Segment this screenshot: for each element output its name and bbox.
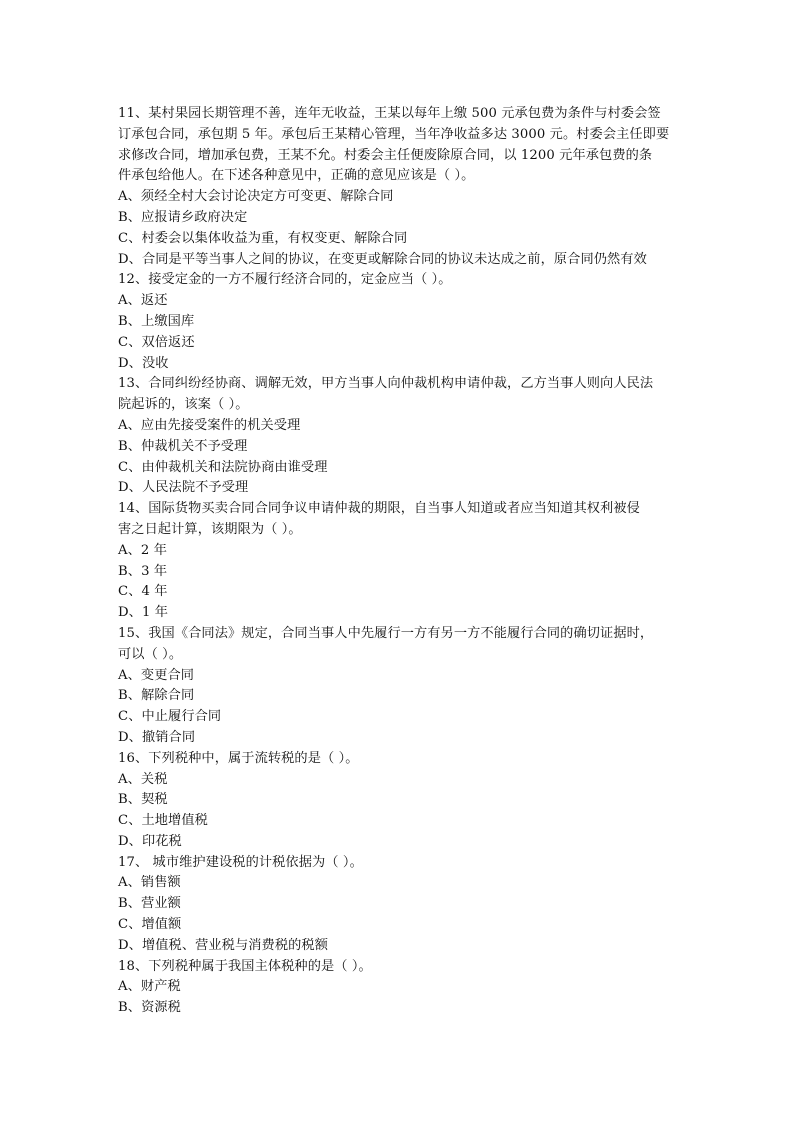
question-16-option-a: A、关税 — [118, 771, 168, 787]
question-15-option-b: B、解除合同 — [118, 688, 195, 704]
question-15 — [118, 624, 678, 749]
question-12-option-c: C、双倍返还 — [118, 334, 195, 350]
question-15-option-a: A、变更合同 — [118, 667, 195, 683]
question-15-option-d: D、撤销合同 — [118, 729, 196, 745]
question-14-option-c: C、4 年 — [118, 584, 168, 600]
question-16-option-d: D、印花税 — [118, 833, 182, 849]
question-14-option-d: D、1 年 — [118, 605, 169, 621]
question-13-option-a: A、应由先接受案件的机关受理 — [118, 417, 301, 433]
question-11-stem-line-1: 11、某村果园长期管理不善，连年无收益，王某以每年上缴 500 元承包费为条件与村委会签 — [118, 106, 661, 121]
question-11-option-c: C、村委会以集体收益为重，有权变更、解除合同 — [118, 230, 408, 246]
question-12-option-b: B、上缴国库 — [118, 313, 195, 329]
question-12-option-a: A、返还 — [118, 293, 168, 309]
question-17 — [118, 853, 678, 957]
question-12-option-d: D、没收 — [118, 355, 169, 371]
document-page — [118, 104, 678, 1019]
question-17-option-a: A、销售额 — [118, 875, 181, 891]
question-18-stem-line-1: 18、下列税种属于我国主体税种的是（ ）。 — [118, 958, 372, 974]
question-12 — [118, 270, 678, 374]
question-15-stem-line-2: 可以（ ）。 — [118, 646, 183, 662]
question-11-stem-line-4: 件承包给他人。在下述各种意见中，正确的意见应该是（ ）。 — [118, 168, 475, 184]
question-16-stem-line-1: 16、下列税种中，属于流转税的是（ ）。 — [118, 750, 359, 766]
question-13-stem-line-2: 院起诉的，该案（ ）。 — [118, 397, 249, 413]
question-13-option-c: C、由仲裁机关和法院协商由谁受理 — [118, 459, 328, 475]
question-18-option-b: B、资源税 — [118, 1000, 181, 1016]
question-13-option-d: D、人民法院不予受理 — [118, 480, 249, 496]
question-11 — [118, 104, 678, 270]
question-11-option-a: A、须经全村大会讨论决定方可变更、解除合同 — [118, 189, 394, 205]
question-14-option-b: B、3 年 — [118, 563, 168, 579]
question-11-stem-line-2: 订承包合同，承包期 5 年。承包后王某精心管理，当年净收益多达 3000 元。村委会主任即要 — [118, 126, 670, 142]
question-17-option-c: C、增值额 — [118, 917, 182, 933]
question-11-option-d: D、合同是平等当事人之间的协议，在变更或解除合同的协议未达成之前，原合同仍然有效 — [118, 251, 647, 267]
question-11-option-b: B、应报请乡政府决定 — [118, 209, 248, 225]
question-14 — [118, 499, 678, 624]
question-13-option-b: B、仲裁机关不予受理 — [118, 438, 248, 454]
question-12-stem-line-1: 12、接受定金的一方不履行经济合同的，定金应当（ ）。 — [118, 272, 452, 288]
question-17-option-b: B、营业额 — [118, 896, 181, 912]
question-15-option-c: C、中止履行合同 — [118, 709, 222, 725]
question-18 — [118, 957, 678, 1019]
question-15-stem-line-1: 15、我国《合同法》规定，合同当事人中先履行一方有另一方不能履行合同的确切证据时， — [118, 625, 654, 641]
question-18-option-a: A、财产税 — [118, 979, 181, 995]
question-11-stem-line-3: 求修改合同，增加承包费，王某不允。村委会主任便废除原合同，以 1200 元年承包费的条 — [118, 147, 653, 163]
question-14-stem-line-2: 害之日起计算，该期限为（ ）。 — [118, 521, 302, 537]
question-14-option-a: A、2 年 — [118, 542, 167, 558]
question-13 — [118, 374, 678, 499]
question-16-option-c: C、土地增值税 — [118, 813, 208, 829]
question-14-stem-line-1: 14、国际货物买卖合同合同争议申请仲裁的期限，自当事人知道或者应当知道其权利被侵 — [118, 501, 640, 517]
question-16-option-b: B、契税 — [118, 792, 168, 808]
question-17-stem-line-1: 17、 城市维护建设税的计税依据为（ ）。 — [118, 854, 363, 870]
question-13-stem-line-1: 13、合同纠纷经协商、调解无效，甲方当事人向仲裁机构申请仲裁，乙方当事人则向人民法 — [118, 376, 654, 392]
question-16 — [118, 749, 678, 853]
question-17-option-d: D、增值税、营业税与消费税的税额 — [118, 937, 328, 953]
